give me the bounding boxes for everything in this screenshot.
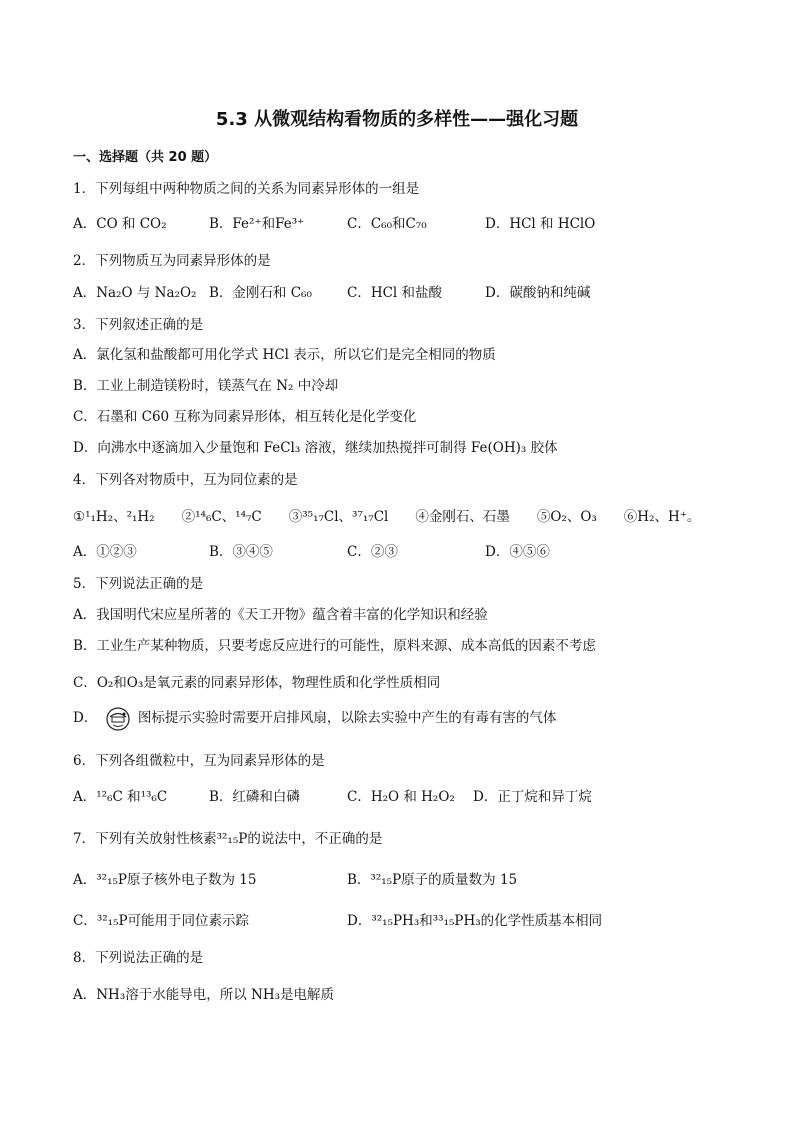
- q5-option-b[interactable]: B．工业生产某种物质，只要考虑反应进行的可能性，原料来源、成本高低的因素不考虑: [73, 638, 596, 654]
- q1-option-d[interactable]: D．HCl 和 HClO: [485, 216, 596, 232]
- q3-option-c[interactable]: C．石墨和 C60 互称为同素异形体，相互转化是化学变化: [73, 409, 417, 425]
- page-title: 5.3 从微观结构看物质的多样性——强化习题: [215, 109, 579, 130]
- question-3-stem: 3．下列叙述正确的是: [73, 317, 204, 333]
- exhaust-fan-icon: [104, 707, 132, 731]
- q4-option-a[interactable]: A．①②③: [73, 544, 137, 560]
- q7-option-c[interactable]: C．³²₁₅P可能用于同位素示踪: [73, 913, 250, 929]
- question-5-stem: 5．下列说法正确的是: [73, 576, 204, 592]
- q3-option-b[interactable]: B．工业上制造镁粉时，镁蒸气在 N₂ 中冷却: [73, 378, 339, 394]
- q7-option-b[interactable]: B．³²₁₅P原子的质量数为 15: [347, 872, 518, 888]
- q5-option-d-text: 图标提示实验时需要开启排风扇，以除去实验中产生的有毒有害的气体: [137, 710, 557, 726]
- q1-option-c[interactable]: C．C₆₀和C₇₀: [347, 216, 427, 232]
- q6-option-a[interactable]: A．¹²₆C 和¹³₆C: [73, 789, 168, 805]
- q5-option-c[interactable]: C．O₂和O₃是氧元素的同素异形体，物理性质和化学性质相同: [73, 675, 441, 691]
- q4-items: ①¹₁H₂、²₁H₂ ②¹⁴₆C、¹⁴₇C ③³⁵₁₇Cl、³⁷₁₇Cl ④金刚石、石墨 ⑤O₂、O₃ ⑥H₂、H⁺。: [73, 509, 701, 525]
- q3-option-d[interactable]: D．向沸水中逐滴加入少量饱和 FeCl₃ 溶液，继续加热搅拌可制得 Fe(OH)₃ 胶体: [73, 440, 558, 456]
- q2-option-b[interactable]: B．金刚石和 C₆₀: [209, 285, 312, 301]
- q4-option-d[interactable]: D．④⑤⑥: [485, 544, 550, 560]
- q6-option-c[interactable]: C．H₂O 和 H₂O₂: [347, 789, 455, 805]
- q8-option-a[interactable]: A．NH₃溶于水能导电，所以 NH₃是电解质: [73, 987, 335, 1003]
- q2-option-a[interactable]: A．Na₂O 与 Na₂O₂: [73, 285, 197, 301]
- q5-option-d[interactable]: [73, 706, 556, 731]
- section-heading: 一、选择题（共 20 题）: [73, 150, 218, 165]
- q2-option-c[interactable]: C．HCl 和盐酸: [347, 285, 443, 301]
- q7-option-d[interactable]: D．³²₁₅PH₃和³³₁₅PH₃的化学性质基本相同: [347, 913, 603, 929]
- q4-option-c[interactable]: C．②③: [347, 544, 398, 560]
- question-4-stem: 4．下列各对物质中，互为同位素的是: [73, 472, 298, 488]
- q4-option-b[interactable]: B．③④⑤: [209, 544, 273, 560]
- q1-option-a[interactable]: A．CO 和 CO₂: [73, 216, 167, 232]
- question-6-stem: 6．下列各组微粒中，互为同素异形体的是: [73, 753, 325, 769]
- question-1-stem: 1．下列每组中两种物质之间的关系为同素异形体的一组是: [73, 181, 420, 197]
- q2-option-d[interactable]: D．碳酸钠和纯碱: [485, 285, 591, 301]
- q6-option-d[interactable]: D．正丁烷和异丁烷: [473, 789, 592, 805]
- question-2-stem: 2．下列物质互为同素异形体的是: [73, 253, 271, 269]
- q1-option-b[interactable]: B．Fe²⁺和Fe³⁺: [209, 216, 305, 232]
- q5-option-a[interactable]: A．我国明代宋应星所著的《天工开物》蕴含着丰富的化学知识和经验: [73, 607, 488, 623]
- q7-option-a[interactable]: A．³²₁₅P原子核外电子数为 15: [73, 872, 257, 888]
- question-7-stem: 7．下列有关放射性核素³²₁₅P的说法中，不正确的是: [73, 831, 383, 847]
- q5-option-d-prefix: D．: [73, 710, 98, 726]
- question-8-stem: 8．下列说法正确的是: [73, 950, 204, 966]
- q6-option-b[interactable]: B．红磷和白磷: [209, 789, 300, 805]
- q3-option-a[interactable]: A．氯化氢和盐酸都可用化学式 HCl 表示，所以它们是完全相同的物质: [73, 347, 496, 363]
